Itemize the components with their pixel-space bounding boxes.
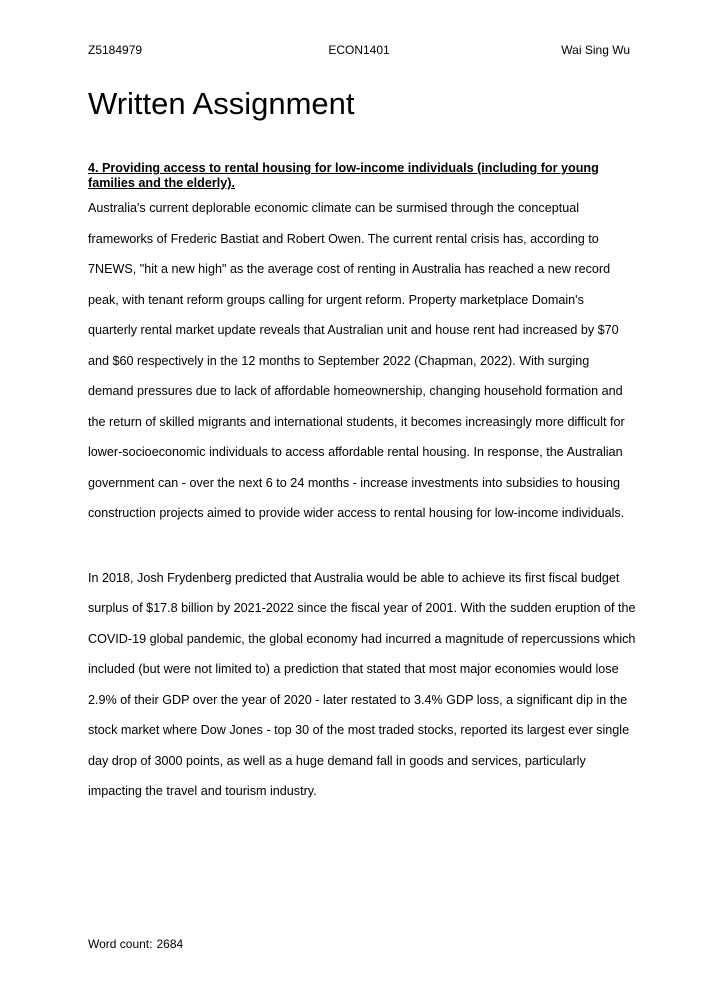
course-code: ECON1401 [328, 43, 390, 57]
paragraph-1: Australia's current deplorable economic climate can be surmised through the conceptual frameworks of Frederic Bastiat and Robert Owen. The current rental crisis has, according to 7NEWS, "hit a new high" as the average cost of renting in Australia has reached a new record peak, with tenant reform groups calling for urgent reform. Property marketplace Domain's quarterly rental market update reveals that Australian unit and house rent had increased by $70 and $60 respectively in the 12 months to September 2022 (Chapman, 2022). With surging demand pressures due to lack of affordable homeownership, changing household formation and the return of skilled migrants and international students, it becomes increasingly more difficult for lower-socioeconomic individuals to access affordable rental housing. In response, the Australian government can - over the next 6 to 24 months - increase investments into subsidies to housing construction projects aimed to provide wider access to rental housing for low-income individuals. [88, 201, 625, 520]
word-count-label: Word count: [88, 937, 153, 951]
student-id: Z5184979 [88, 43, 143, 57]
page-footer [88, 936, 183, 952]
word-count-value: 2684 [156, 937, 184, 951]
document-title: Written Assignment [88, 86, 355, 121]
section-content [88, 161, 636, 807]
section-heading: 4. Providing access to rental housing for low-income individuals (including for young families and the elderly). [88, 161, 599, 190]
page-header [88, 42, 630, 58]
paragraph-2: In 2018, Josh Frydenberg predicted that Australia would be able to achieve its first fiscal budget surplus of $17.8 billion by 2021-2022 since the fiscal year of 2001. With the sudden eruption of the COVID-19 global pandemic, the global economy had incurred a magnitude of repercussions which included (but were not limited to) a prediction that stated that most major economies would lose 2.9% of their GDP over the year of 2020 - later restated to 3.4% GDP loss, a significant dip in the stock market where Dow Jones - top 30 of the most traded stocks, reported its largest ever single day drop of 3000 points, as well as a huge demand fall in goods and services, particularly impacting the travel and tourism industry. [88, 570, 636, 798]
author-name: Wai Sing Wu [561, 43, 630, 57]
